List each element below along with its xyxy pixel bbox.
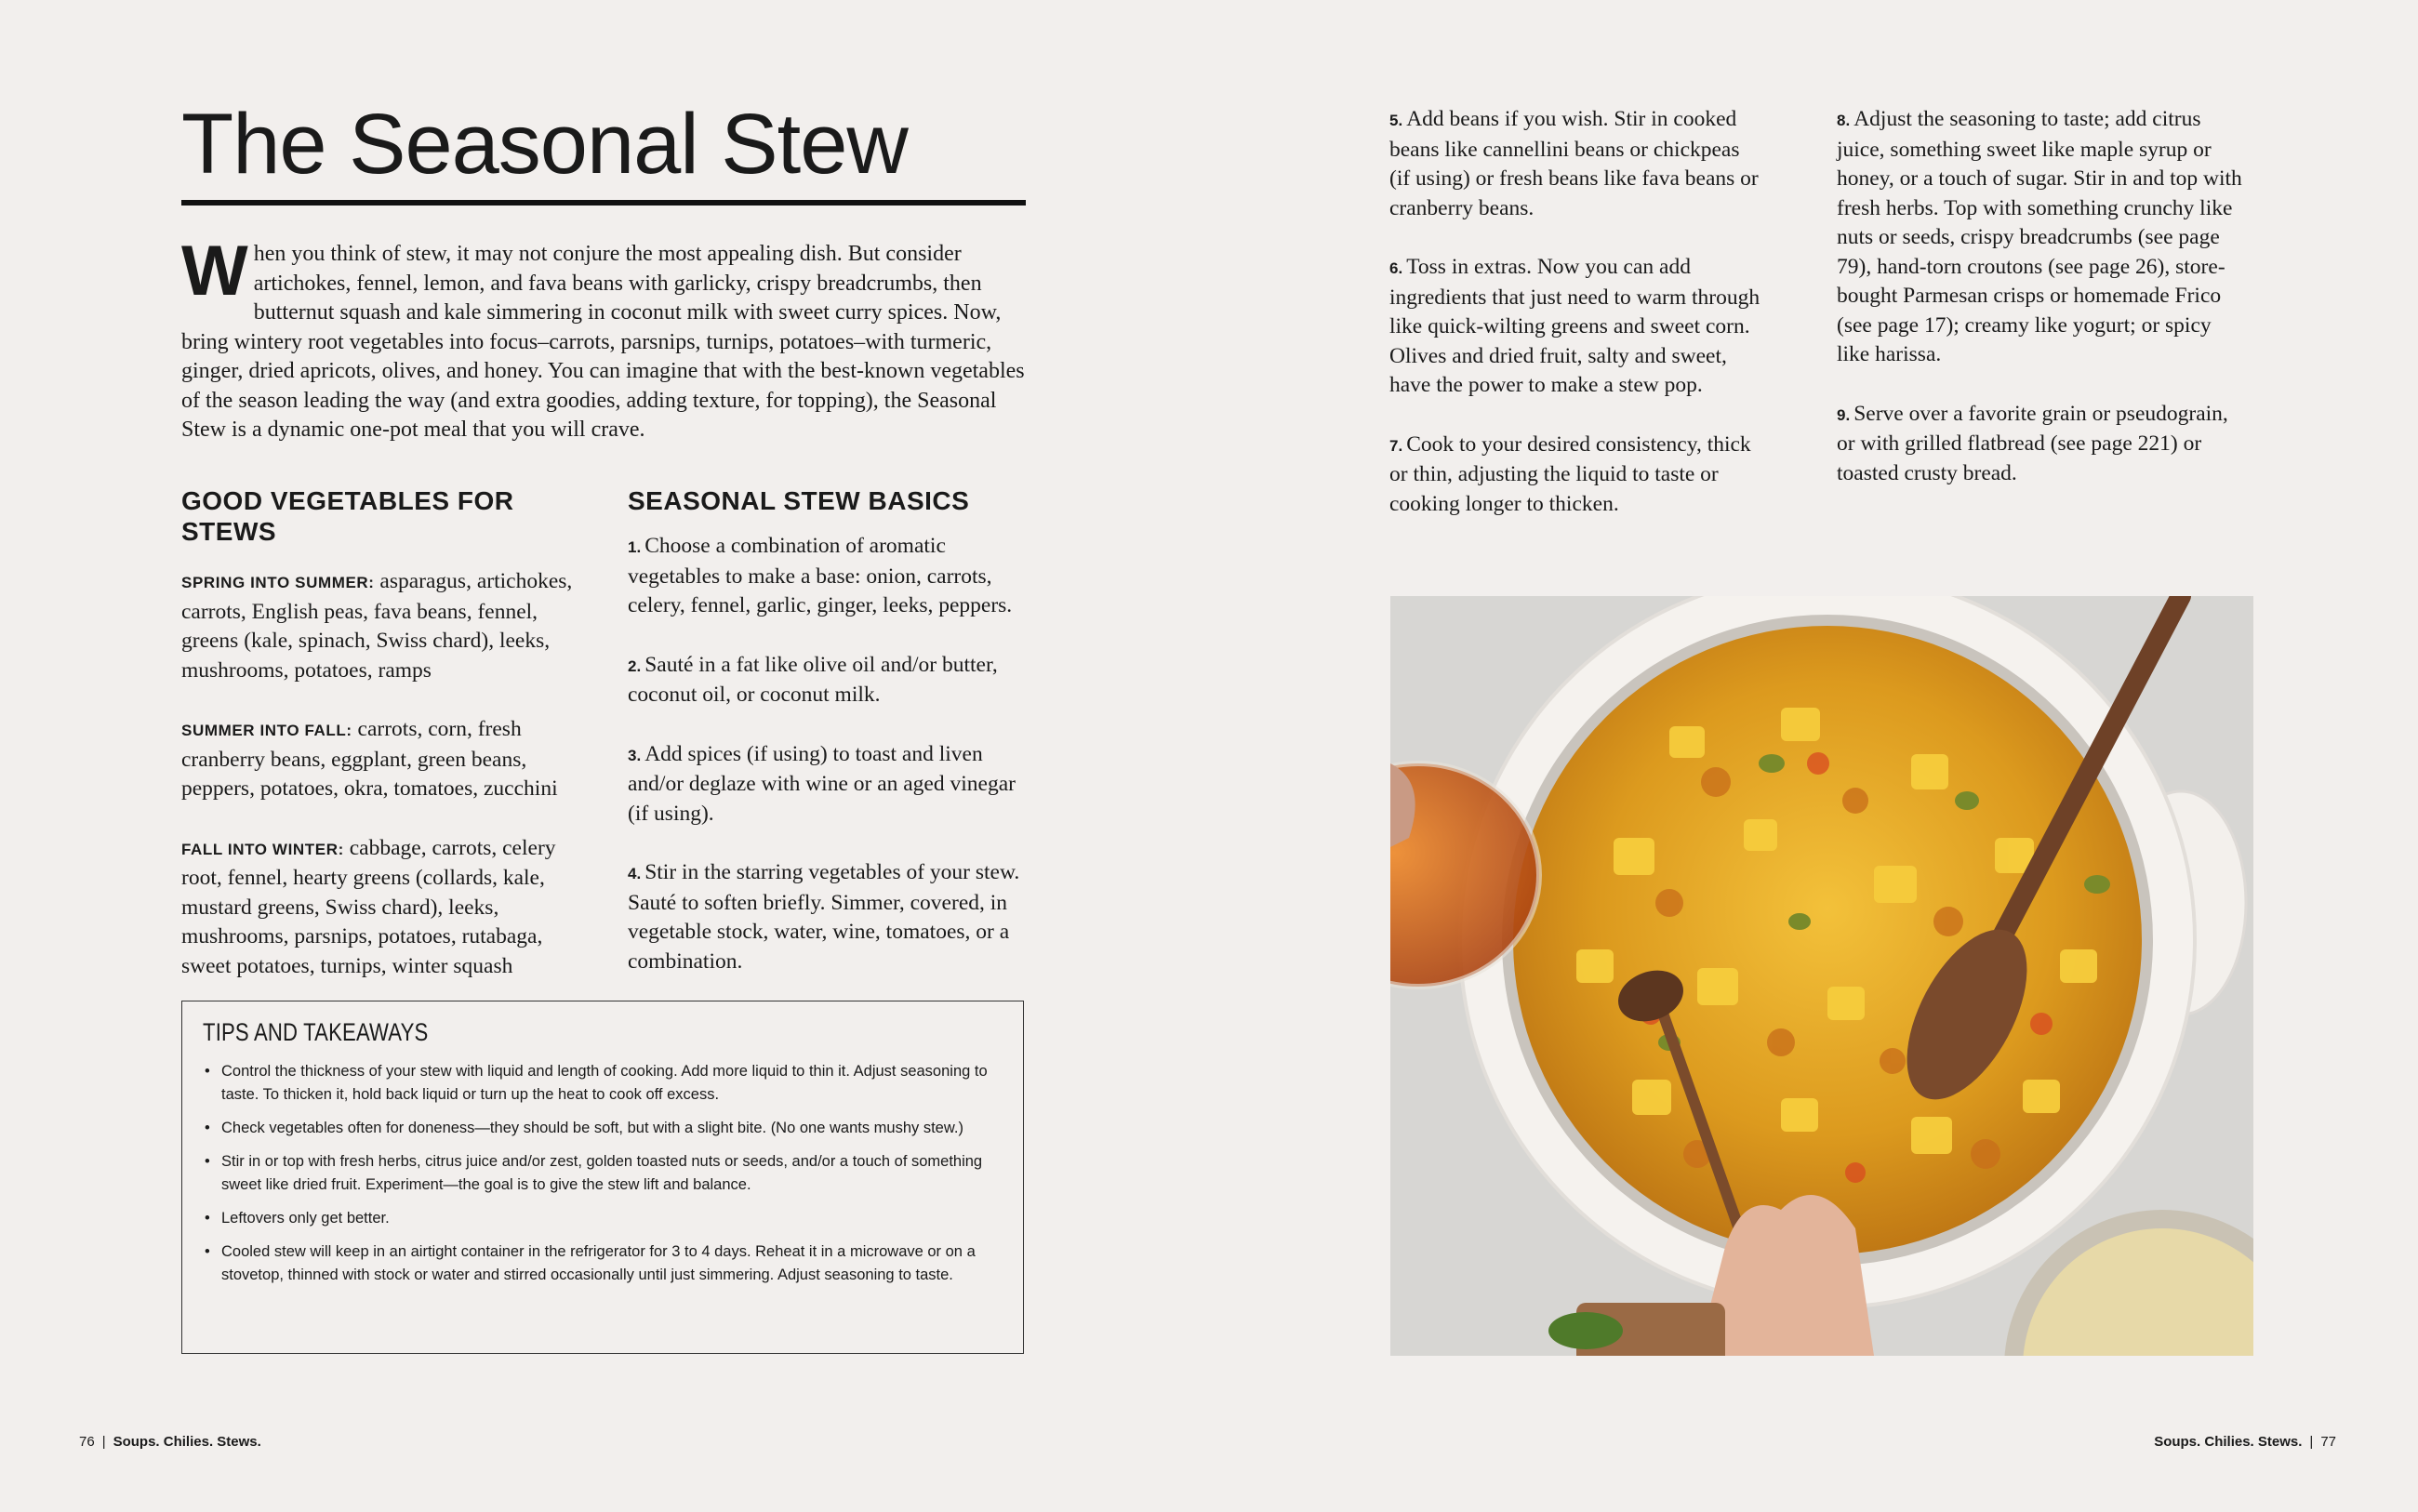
basics-step (1389, 253, 1761, 401)
section-name-right: Soups. Chilies. Stews. (2154, 1434, 2303, 1450)
stew-photo-illustration (1390, 596, 2253, 1356)
step-number: 9. (1837, 405, 1851, 424)
tip-item: • Stir in or top with fresh herbs, citrus juice and/or zest, golden toasted nuts or seeds, and/or a touch of something sweet like dried fruit. Experiment—the goal is to give the stew lift and balance. (203, 1150, 1003, 1197)
intro-text: hen you think of stew, it may not conjure the most appealing dish. But consider artichokes, fennel, lemon, and fava beans with garlicky, crispy breadcrumbs, then butternut squash and kale simmering in coconut milk with sweet curry spices. Now, bring wintery root vegetables into focus–carrots, parsnips, turnips, potatoes–with turmeric, ginger, dried apricots, olives, and honey. You can imagine that with the best-known vegetables of the season leading the way (and extra goodies, adding texture, for topping), the Seasonal Stew is a dynamic one-pot meal that you will crave. (181, 242, 1025, 442)
stew-basics-steps-right (1837, 105, 2246, 518)
basics-step (628, 740, 1037, 829)
step-number: 7. (1389, 436, 1403, 455)
step-text: Add beans if you wish. Stir in cooked beans like cannellini beans or chickpeas (if using) or fresh beans like fava beans or cranberry beans. (1389, 107, 1759, 220)
step-number: 1. (628, 538, 642, 556)
veg-season-item (181, 715, 581, 804)
section-name-left: Soups. Chilies. Stews. (113, 1434, 261, 1450)
step-number: 6. (1389, 259, 1403, 277)
veg-season-label: SPRING INTO SUMMER: (181, 574, 375, 591)
veg-season-text: carrots, corn, fresh cranberry beans, eggplant, green beans, peppers, potatoes, okra, tomatoes, zucchini (181, 717, 558, 801)
veg-season-item (181, 567, 581, 685)
tip-item: • Check vegetables often for doneness—they should be soft, but with a slight bite. (No one wants mushy stew.) (203, 1117, 1003, 1140)
basics-step (1389, 105, 1761, 223)
tip-item: • Leftovers only get better. (203, 1207, 1003, 1230)
tips-heading: TIPS AND TAKEAWAYS (203, 1018, 429, 1046)
basics-step (628, 651, 1037, 710)
drop-cap: W (181, 232, 248, 311)
good-vegetables-list (181, 567, 581, 1011)
step-text: Stir in the starring vegetables of your stew. Sauté to soften briefly. Simmer, covered, in vegetable stock, water, wine, tomatoes, or a combination. (628, 860, 1020, 974)
veg-season-label: SUMMER INTO FALL: (181, 722, 352, 739)
footer-left (79, 1434, 261, 1450)
stew-basics-steps-middle (1389, 105, 1761, 549)
step-number: 8. (1837, 112, 1851, 129)
page-number-left: 76 (79, 1434, 95, 1450)
veg-season-text: cabbage, carrots, celery root, fennel, hearty greens (collards, kale, mustard greens, Swiss chard), leeks, mushrooms, parsnips, potatoes, rutabaga, sweet potatoes, turnips, winter squash (181, 835, 556, 978)
step-text: Add spices (if using) to toast and liven and/or deglaze with wine or an aged vinegar (if using). (628, 741, 1016, 826)
step-text: Serve over a favorite grain or pseudograin, or with grilled flatbread (see page 221) or toasted crusty bread. (1837, 401, 2228, 485)
basics-step (628, 858, 1037, 976)
step-text: Adjust the seasoning to taste; add citrus juice, something sweet like maple syrup or honey, or a touch of sugar. Stir in and top with fresh herbs. Top with something crunchy like nuts or seeds, crispy breadcrumbs (see page 79), hand-torn croutons (see page 26), store-bought Parmesan crisps or homemade Frico (see page 17); creamy like yogurt; or spicy like harissa. (1837, 107, 2242, 366)
footer-right (2154, 1434, 2336, 1450)
intro-paragraph (181, 232, 1026, 445)
tips-box (181, 1001, 1024, 1354)
title-rule (181, 200, 1026, 206)
stew-pot-photo (1390, 596, 2253, 1356)
veg-season-item (181, 834, 581, 982)
step-text: Toss in extras. Now you can add ingredients that just need to warm through like quick-wilting greens and sweet corn. Olives and dried fruit, salty and sweet, have the power to make a stew pop. (1389, 255, 1760, 397)
step-text: Sauté in a fat like olive oil and/or butter, coconut oil, or coconut milk. (628, 652, 998, 707)
basics-step (1837, 105, 2246, 370)
tips-list (203, 1060, 1003, 1287)
veg-season-label: FALL INTO WINTER: (181, 840, 344, 858)
tip-item: • Control the thickness of your stew with liquid and length of cooking. Add more liquid to thin it. Adjust seasoning to taste. To thicken it, hold back liquid or turn up the heat to cook off excess. (203, 1060, 1003, 1107)
veg-season-text: asparagus, artichokes, carrots, English peas, fava beans, fennel, greens (kale, spinach, Swiss chard), leeks, mushrooms, potatoes, ramps (181, 569, 573, 683)
step-number: 4. (628, 865, 642, 882)
step-text: Cook to your desired consistency, thick or thin, adjusting the liquid to taste or cooking longer to thicken. (1389, 431, 1751, 516)
step-number: 3. (628, 746, 642, 764)
page-title: The Seasonal Stew (181, 97, 908, 192)
basics-step (628, 532, 1037, 621)
footer-separator: | (101, 1434, 106, 1450)
page-number-right: 77 (2320, 1434, 2336, 1450)
good-vegetables-heading: GOOD VEGETABLES FOR STEWS (181, 486, 514, 546)
stew-basics-steps-left (628, 532, 1037, 1006)
step-number: 2. (628, 657, 642, 675)
basics-step (1837, 400, 2246, 489)
footer-separator: | (2309, 1434, 2314, 1450)
step-number: 5. (1389, 112, 1403, 129)
basics-step (1389, 431, 1761, 520)
tip-item: • Cooled stew will keep in an airtight container in the refrigerator for 3 to 4 days. Reheat it in a microwave or on a stovetop, thinned with stock or water and stirred occasionally until just simmering. Adjust seasoning to taste. (203, 1240, 1003, 1287)
step-text: Choose a combination of aromatic vegetables to make a base: onion, carrots, celery, fennel, garlic, ginger, leeks, peppers. (628, 534, 1013, 617)
stew-basics-heading: SEASONAL STEW BASICS (628, 486, 970, 515)
